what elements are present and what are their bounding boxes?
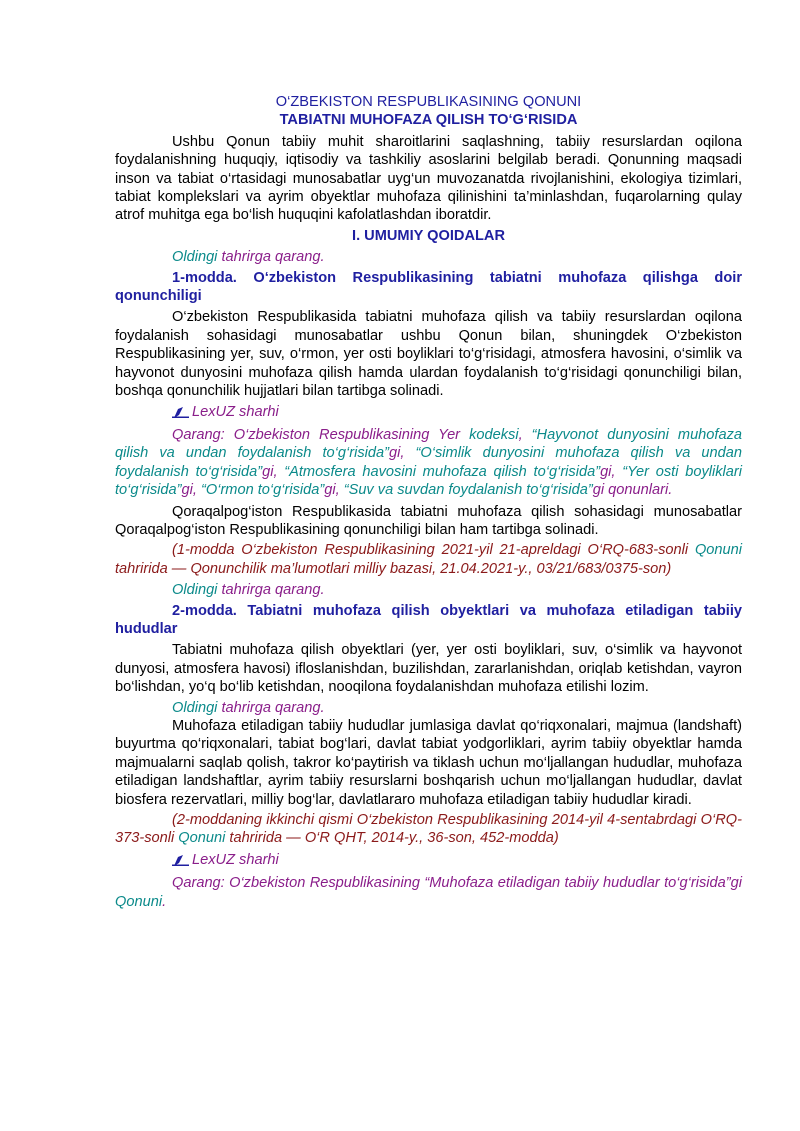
see-also-suffix: . <box>162 893 167 910</box>
lexuz-commentary-link[interactable] <box>115 403 742 423</box>
article-1-paragraph-1: O‘zbekiston Respublikasida tabiatni muhofaza qilish va tabiiy resurslardan oqilona foydalanish sohasidagi munosabatlar ushbu Qonun bilan, shuningdek O‘zbekiston Respublikasining yer, suv, o‘rmon, yer osti boyliklari to‘g‘risidagi, atmosfera havosini, o‘simlik va hayvonot dunyosini muhofaza qilish hamda ulardan foydalanish to‘g‘risidagi qonunchiligi bilan, boshqa qonunchilik hujjatlari bilan tartibga solinadi. <box>115 309 742 400</box>
article-1-see-also <box>115 426 742 500</box>
article-1-heading: 1-modda. O‘zbekiston Respublikasining tabiatni muhofaza qilishga doir qonunchiligi <box>115 269 742 305</box>
lexuz-commentary-link[interactable] <box>115 851 742 871</box>
prev-edition-prefix[interactable]: Oldingi <box>172 699 218 716</box>
flora-law-link[interactable]: “O‘simlik dunyosini muhofaza qilish va undan foydalanish to‘g‘risida” <box>115 445 743 480</box>
see-also-prefix: Qarang: O‘zbekiston Respublikasining “Muhofaza etiladigan tabiiy hududlar to‘g‘risida”gi <box>172 875 742 892</box>
chapter-heading: I. UMUMIY QOIDALAR <box>352 227 505 244</box>
edition-note-text: tahririda — <box>225 830 305 847</box>
edition-note-text: tahririda — <box>115 560 191 577</box>
law-683-link[interactable]: Qonuni <box>694 542 742 559</box>
air-law-link[interactable]: “Atmosfera havosini muhofaza qilish to‘g‘risida” <box>284 463 601 480</box>
prev-edition-prefix[interactable]: Oldingi <box>172 249 218 266</box>
preamble: Ushbu Qonun tabiiy muhit sharoitlarini saqlashning, tabiiy resurslardan oqilona foydalanishning huquqiy, iqtisodiy va tashkiliy asoslarini belgilab beradi. Qonunning maqsadi inson va tabiat o‘rtasidagi munosabatlar uyg‘un muvozanatda rivojlanishini, ekologiya tizimlari, tabiat komplekslari va ayrim obyektlar muhofaza qilinishini ta’minlashdan, fuqarolarning qulay atrof muhitga ega bo‘lish huquqini kafolatlashdan iboratdir. <box>115 133 742 224</box>
law-subtitle: TABIATNI MUHOFAZA QILISH TO‘G‘RISIDA <box>279 112 578 129</box>
lexuz-label[interactable]: LexUZ sharhi <box>192 851 279 868</box>
see-also-prefix: Qarang: O‘zbekiston Respublikasining Yer <box>172 426 461 443</box>
prev-edition-link[interactable] <box>115 699 742 717</box>
separator: gi, <box>389 445 416 462</box>
edition-source: Qonunchilik ma’lumotlari milliy bazasi, 21.04.2021-y., 03/21/683/0375-son) <box>190 560 672 577</box>
edition-source: O‘R QHT, 2014-y., 36-son, 452-modda) <box>304 830 559 847</box>
pencil-icon <box>172 853 189 871</box>
land-code-link[interactable]: kodeksi <box>469 426 519 443</box>
see-also-suffix: gi qonunlari. <box>592 482 673 499</box>
prev-edition-link[interactable] <box>115 581 742 599</box>
article-2-paragraph-2: Muhofaza etiladigan tabiiy hududlar jumlasiga davlat qo‘riqxonalari, majmua (landshaft) buyurtma qo‘riqxonalari, tabiat bog‘lari, davlat tabiat yodgorliklari, ayrim tabiiy obyektlar hamda majmualarni saqlab qolish, takror ko‘paytirish va tiklash uchun mo‘ljallangan hududlar, muhofaza etiladigan landshaftlar, ayrim tabiiy resurslarni boshqarish uchun mo‘ljallangan hududlar, davlat biosfera rezervatlari, milliy bog‘lar, davlatlararo muhofaza etiladigan tabiiy hududlar kiradi. <box>115 718 742 808</box>
subsoil-law-link[interactable]: “Yer osti boyliklari to‘g‘risida” <box>115 463 742 499</box>
article-2-heading: 2-modda. Tabiatni muhofaza qilish obyektlari va muhofaza etiladigan tabiiy hududlar <box>115 602 742 637</box>
article-2-see-also <box>115 874 742 911</box>
fauna-law-link[interactable]: “Hayvonot dunyosini muhofaza qilish va undan foydalanish to‘g‘risida” <box>115 426 742 462</box>
prev-edition-suffix: tahrirga qarang. <box>217 699 325 716</box>
article-2-paragraph-1: Tabiatni muhofaza qilish obyektlari (yer, yer osti boyliklari, suv, o‘simlik va hayvonot dunyosi, atmosfera havosi) ifloslanishdan, buzilishdan, zararlanishdan, oriqlab ketishdan, vayron bo‘lishdan, yo‘q bo‘lib ketishdan, nooqilona foydalanishdan muhofaza etilishi lozim. <box>115 642 742 696</box>
prev-edition-suffix: tahrirga qarang. <box>217 582 325 599</box>
edition-note-text: (2-moddaning ikkinchi qismi O‘zbekiston Respublikasining 2014-yil 4-sentabrdagi O‘RQ-373-sonli <box>115 812 742 847</box>
water-law-link[interactable]: “Suv va suvdan foydalanish to‘g‘risida” <box>343 482 593 499</box>
article-1-edition-note <box>115 541 742 578</box>
separator: , <box>518 426 532 443</box>
separator: gi, <box>324 482 344 499</box>
prev-edition-link[interactable] <box>115 248 742 266</box>
pencil-icon <box>172 405 189 423</box>
law-title: O‘ZBEKISTON RESPUBLIKASINING QONUNI <box>275 94 582 110</box>
forest-law-link[interactable]: “O‘rmon to‘g‘risida” <box>200 482 325 499</box>
separator: gi, <box>600 463 623 480</box>
separator: gi, <box>181 482 201 499</box>
document-page <box>115 93 742 914</box>
law-373-link[interactable]: Qonuni <box>178 830 226 847</box>
article-1-paragraph-2: Qoraqalpog‘iston Respublikasida tabiatni muhofaza qilish sohasidagi munosabatlar Qoraqalpog‘iston Respublikasining qonunchiligi bilan ham tartibga solinadi. <box>115 503 742 538</box>
prev-edition-prefix[interactable]: Oldingi <box>172 582 218 599</box>
edition-note-text: (1-modda O‘zbekiston Respublikasining 2021-yil 21-apreldagi O‘RQ-683-sonli <box>172 542 695 559</box>
article-2-edition-note <box>115 811 742 848</box>
protected-areas-law-link[interactable]: Qonuni <box>115 893 163 910</box>
lexuz-label[interactable]: LexUZ sharhi <box>192 403 279 420</box>
separator: gi, <box>262 463 285 480</box>
prev-edition-suffix: tahrirga qarang. <box>217 249 325 266</box>
